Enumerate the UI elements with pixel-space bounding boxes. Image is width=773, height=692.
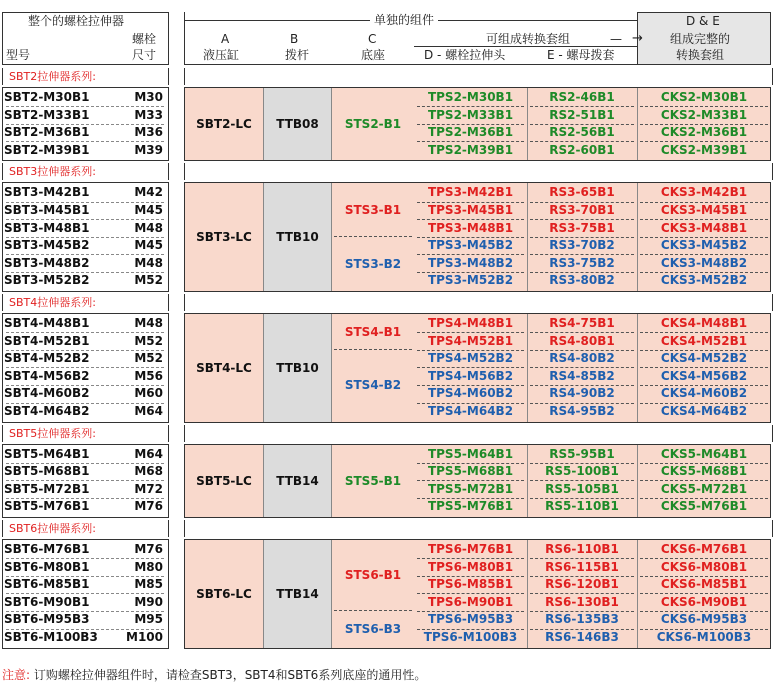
tensioner-head: TPS3-M42B1 — [427, 185, 514, 200]
conversion-kit: CKS3-M48B1 — [660, 220, 748, 235]
model-row — [4, 481, 167, 497]
nut-socket: RS5-105B1 — [545, 481, 619, 496]
model-row — [4, 142, 167, 158]
model-row — [4, 446, 167, 462]
tensioner-head: TPS6-M80B1 — [427, 559, 514, 574]
bolt-size: M52 — [134, 351, 163, 366]
model-number: SBT3-M45B1 — [4, 203, 90, 217]
bolt-size: M100 — [126, 630, 163, 644]
model-row — [4, 333, 167, 349]
model-number: SBT5-M76B1 — [4, 499, 90, 514]
bolt-size: M85 — [134, 577, 163, 592]
bolt-size: M64 — [134, 404, 163, 418]
model-number: SBT4-M64B2 — [4, 404, 90, 418]
tensioner-head: TPS6-M76B1 — [427, 542, 514, 556]
model-number: SBT5-M72B1 — [4, 481, 90, 496]
model-number: SBT3-M52B2 — [4, 273, 90, 288]
tensioner-head: TPS6-M85B1 — [427, 577, 514, 592]
bolt-size: M56 — [134, 368, 163, 383]
section-spacer — [184, 294, 773, 311]
conversion-kit: CKS6-M100B3 — [656, 630, 752, 644]
nut-socket: RS2-46B1 — [549, 90, 615, 104]
cylinder-cell: SBT3-LC — [185, 183, 263, 291]
tensioner-head: TPS3-M52B2 — [427, 273, 514, 288]
bolt-size: M76 — [134, 542, 163, 556]
model-number: SBT2-M39B1 — [4, 142, 90, 157]
base-cell: STS2-B1 — [332, 88, 414, 160]
bolt-size-label-2: 尺寸 — [132, 48, 157, 62]
model-row — [4, 272, 167, 288]
nut-socket: RS6-146B3 — [545, 630, 619, 644]
bolt-size: M48 — [134, 220, 163, 235]
tensioner-head: TPS3-M45B2 — [427, 238, 514, 253]
model-number: SBT6-M100B3 — [4, 630, 98, 644]
cylinder-cell: SBT2-LC — [185, 88, 263, 160]
col-a-letter: A — [221, 32, 230, 46]
nut-socket: RS5-110B1 — [545, 499, 619, 514]
conversion-kit: CKS3-M48B2 — [660, 255, 748, 270]
tensioner-head: TPS2-M36B1 — [427, 125, 514, 140]
de-name-1: 组成完整的 — [670, 32, 731, 46]
bolt-size: M30 — [134, 90, 163, 104]
conversion-kit: CKS5-M64B1 — [660, 446, 748, 461]
model-number: SBT2-M33B1 — [4, 107, 90, 122]
nut-socket: RS2-60B1 — [549, 142, 615, 157]
conversion-kit: CKS4-M52B1 — [660, 333, 748, 348]
model-row — [4, 202, 167, 218]
bolt-size: M45 — [134, 238, 163, 253]
model-row — [4, 368, 167, 384]
tensioner-head: TPS6-M90B1 — [427, 594, 514, 609]
base-cell: STS4-B2 — [332, 349, 414, 421]
model-number: SBT6-M76B1 — [4, 542, 90, 556]
conversion-kit: CKS6-M85B1 — [660, 577, 748, 592]
nut-socket: RS4-75B1 — [549, 316, 615, 330]
nut-socket: RS3-80B2 — [549, 273, 615, 288]
model-row — [4, 559, 167, 575]
conversion-kit: CKS6-M95B3 — [660, 612, 748, 627]
section-spacer — [184, 520, 773, 537]
bolt-size: M64 — [134, 446, 163, 461]
tensioner-head: TPS6-M95B3 — [427, 612, 514, 627]
model-row — [4, 350, 167, 366]
tensioner-head: TPS5-M64B1 — [427, 446, 514, 461]
section-title: SBT2拉伸器系列: — [2, 68, 169, 85]
conversion-kit: CKS4-M52B2 — [660, 351, 748, 366]
nut-socket: RS4-95B2 — [549, 404, 615, 418]
bolt-size: M52 — [134, 333, 163, 348]
cylinder-cell: SBT6-LC — [185, 540, 263, 648]
tensioner-head: TPS2-M39B1 — [427, 142, 514, 157]
tensioner-head: TPS4-M60B2 — [427, 386, 514, 401]
lever-cell: TTB10 — [263, 314, 332, 422]
col-b-name: 拨杆 — [285, 48, 310, 62]
conversion-kit: CKS4-M60B2 — [660, 386, 748, 401]
kit-title: 可组成转换套组 — [486, 32, 571, 46]
bolt-size: M48 — [134, 255, 163, 270]
footnote-text: 订购螺栓拉伸器组件时，请检查SBT3，SBT4和SBT6系列底座的通用性。 — [33, 668, 427, 682]
nut-socket: RS5-100B1 — [545, 464, 619, 479]
model-number: SBT4-M60B2 — [4, 386, 90, 401]
nut-socket: RS3-70B1 — [549, 203, 615, 217]
model-row — [4, 629, 167, 645]
col-a-name: 液压缸 — [203, 48, 240, 62]
model-row — [4, 184, 167, 200]
section-spacer — [184, 163, 773, 180]
model-number: SBT4-M52B2 — [4, 351, 90, 366]
base-cell: STS3-B2 — [332, 236, 414, 291]
model-row — [4, 89, 167, 105]
model-number: SBT4-M52B1 — [4, 333, 90, 348]
tensioner-head: TPS3-M48B1 — [427, 220, 514, 235]
bolt-size: M76 — [134, 499, 163, 514]
model-row — [4, 385, 167, 401]
tensioner-head: TPS4-M64B2 — [427, 404, 514, 418]
nut-socket: RS3-70B2 — [549, 238, 615, 253]
bolt-size: M95 — [134, 612, 163, 627]
tensioner-head: TPS4-M52B2 — [427, 351, 514, 366]
tensioner-head: TPS5-M76B1 — [427, 499, 514, 514]
tensioner-head: TPS6-M100B3 — [423, 630, 518, 644]
conversion-kit: CKS4-M56B2 — [660, 368, 748, 383]
tensioner-head: TPS5-M72B1 — [427, 481, 514, 496]
col-b-letter: B — [290, 32, 299, 46]
model-number: SBT3-M45B2 — [4, 238, 90, 253]
nut-socket: RS4-85B2 — [549, 368, 615, 383]
model-number: SBT3-M42B1 — [4, 185, 90, 200]
footnote-lead: 注意: — [2, 668, 31, 682]
nut-socket: RS2-51B1 — [549, 107, 615, 122]
section-title: SBT3拉伸器系列: — [2, 163, 169, 180]
model-number: SBT6-M95B3 — [4, 612, 90, 627]
base-cell: STS6-B3 — [332, 610, 414, 647]
model-number: SBT4-M56B2 — [4, 368, 90, 383]
model-row — [4, 594, 167, 610]
col-c-letter: C — [368, 32, 377, 46]
bolt-size: M60 — [134, 386, 163, 401]
model-row — [4, 124, 167, 140]
model-number: SBT2-M30B1 — [4, 90, 90, 104]
model-number: SBT3-M48B1 — [4, 220, 90, 235]
nut-socket: RS6-120B1 — [545, 577, 619, 592]
nut-socket: RS6-110B1 — [545, 542, 619, 556]
model-row — [4, 237, 167, 253]
model-number: SBT6-M80B1 — [4, 559, 90, 574]
model-row — [4, 255, 167, 271]
col-c-name: 底座 — [361, 48, 386, 62]
bolt-size: M72 — [134, 481, 163, 496]
conversion-kit: CKS6-M90B1 — [660, 594, 748, 609]
nut-socket: RS2-56B1 — [549, 125, 615, 140]
tensioner-head: TPS5-M68B1 — [427, 464, 514, 479]
model-label: 型号 — [6, 48, 31, 62]
lever-cell: TTB10 — [263, 183, 332, 291]
base-cell: STS5-B1 — [332, 445, 414, 517]
section-title: SBT6拉伸器系列: — [2, 520, 169, 537]
model-row — [4, 541, 167, 557]
model-row — [4, 107, 167, 123]
cylinder-cell: SBT4-LC — [185, 314, 263, 422]
model-row — [4, 220, 167, 236]
model-row — [4, 315, 167, 331]
bolt-size: M45 — [134, 203, 163, 217]
conversion-kit: CKS6-M80B1 — [660, 559, 748, 574]
base-divider — [334, 610, 412, 611]
nut-socket: RS6-130B1 — [545, 594, 619, 609]
bolt-size: M48 — [134, 316, 163, 330]
tensioner-head: TPS2-M30B1 — [427, 90, 514, 104]
conversion-kit: CKS3-M52B2 — [660, 273, 748, 288]
tensioner-head: TPS4-M48B1 — [427, 316, 514, 330]
base-cell: STS4-B1 — [332, 314, 414, 349]
model-row — [4, 463, 167, 479]
model-row — [4, 611, 167, 627]
model-number: SBT5-M68B1 — [4, 464, 90, 479]
de-name-2: 转换套组 — [676, 48, 725, 62]
nut-socket: RS6-135B3 — [545, 612, 619, 627]
model-row — [4, 576, 167, 592]
section-spacer — [184, 68, 773, 85]
nut-socket: RS4-90B2 — [549, 386, 615, 401]
bolt-size-label-1: 螺栓 — [132, 32, 157, 46]
model-number: SBT6-M90B1 — [4, 594, 90, 609]
arrow-right-icon: → — [632, 31, 643, 46]
conversion-kit: CKS2-M39B1 — [660, 142, 748, 157]
kit-arrow-line: — — [610, 32, 622, 46]
tensioner-head: TPS3-M48B2 — [427, 255, 514, 270]
components-title: 单独的组件 — [370, 13, 438, 27]
bolt-size: M52 — [134, 273, 163, 288]
de-title: D & E — [686, 14, 720, 28]
model-number: SBT5-M64B1 — [4, 446, 90, 461]
tensioner-head: TPS3-M45B1 — [427, 203, 514, 217]
nut-socket: RS4-80B2 — [549, 351, 615, 366]
conversion-kit: CKS3-M45B2 — [660, 238, 748, 253]
nut-socket: RS3-75B1 — [549, 220, 615, 235]
nut-socket: RS5-95B1 — [549, 446, 615, 461]
model-number: SBT3-M48B2 — [4, 255, 90, 270]
conversion-kit: CKS3-M42B1 — [660, 185, 748, 200]
lever-cell: TTB14 — [263, 445, 332, 517]
conversion-kit: CKS4-M64B2 — [660, 404, 748, 418]
base-cell: STS6-B1 — [332, 540, 414, 610]
model-row — [4, 498, 167, 514]
bolt-size: M33 — [134, 107, 163, 122]
nut-socket: RS6-115B1 — [545, 559, 619, 574]
model-row — [4, 403, 167, 419]
kit-underline — [414, 46, 637, 47]
nut-socket: RS3-65B1 — [549, 185, 615, 200]
conversion-kit: CKS5-M68B1 — [660, 464, 748, 479]
conversion-kit: CKS6-M76B1 — [660, 542, 748, 556]
base-cell: STS3-B1 — [332, 183, 414, 236]
section-title: SBT5拉伸器系列: — [2, 425, 169, 442]
conversion-kit: CKS5-M76B1 — [660, 499, 748, 514]
conversion-kit: CKS4-M48B1 — [660, 316, 748, 330]
conversion-kit: CKS5-M72B1 — [660, 481, 748, 496]
model-number: SBT6-M85B1 — [4, 577, 90, 592]
bolt-size: M42 — [134, 185, 163, 200]
conversion-kit: CKS2-M36B1 — [660, 125, 748, 140]
tensioner-head: TPS4-M52B1 — [427, 333, 514, 348]
lever-cell: TTB14 — [263, 540, 332, 648]
model-number: SBT2-M36B1 — [4, 125, 90, 140]
section-spacer — [184, 425, 773, 442]
lever-cell: TTB08 — [263, 88, 332, 160]
bolt-size: M68 — [134, 464, 163, 479]
left-header-title: 整个的螺栓拉伸器 — [28, 14, 125, 28]
conversion-kit: CKS3-M45B1 — [660, 203, 748, 217]
bolt-size: M39 — [134, 142, 163, 157]
footnote — [2, 666, 426, 683]
base-divider — [334, 236, 412, 237]
conversion-kit: CKS2-M30B1 — [660, 90, 748, 104]
bolt-size: M36 — [134, 125, 163, 140]
conversion-kit: CKS2-M33B1 — [660, 107, 748, 122]
col-e-name: E - 螺母拨套 — [547, 48, 615, 62]
base-divider — [334, 349, 412, 350]
model-number: SBT4-M48B1 — [4, 316, 90, 330]
col-d-name: D - 螺栓拉伸头 — [424, 48, 506, 62]
nut-socket: RS3-75B2 — [549, 255, 615, 270]
tensioner-head: TPS4-M56B2 — [427, 368, 514, 383]
bolt-size: M80 — [134, 559, 163, 574]
cylinder-cell: SBT5-LC — [185, 445, 263, 517]
nut-socket: RS4-80B1 — [549, 333, 615, 348]
bolt-size: M90 — [134, 594, 163, 609]
tensioner-head: TPS2-M33B1 — [427, 107, 514, 122]
section-title: SBT4拉伸器系列: — [2, 294, 169, 311]
